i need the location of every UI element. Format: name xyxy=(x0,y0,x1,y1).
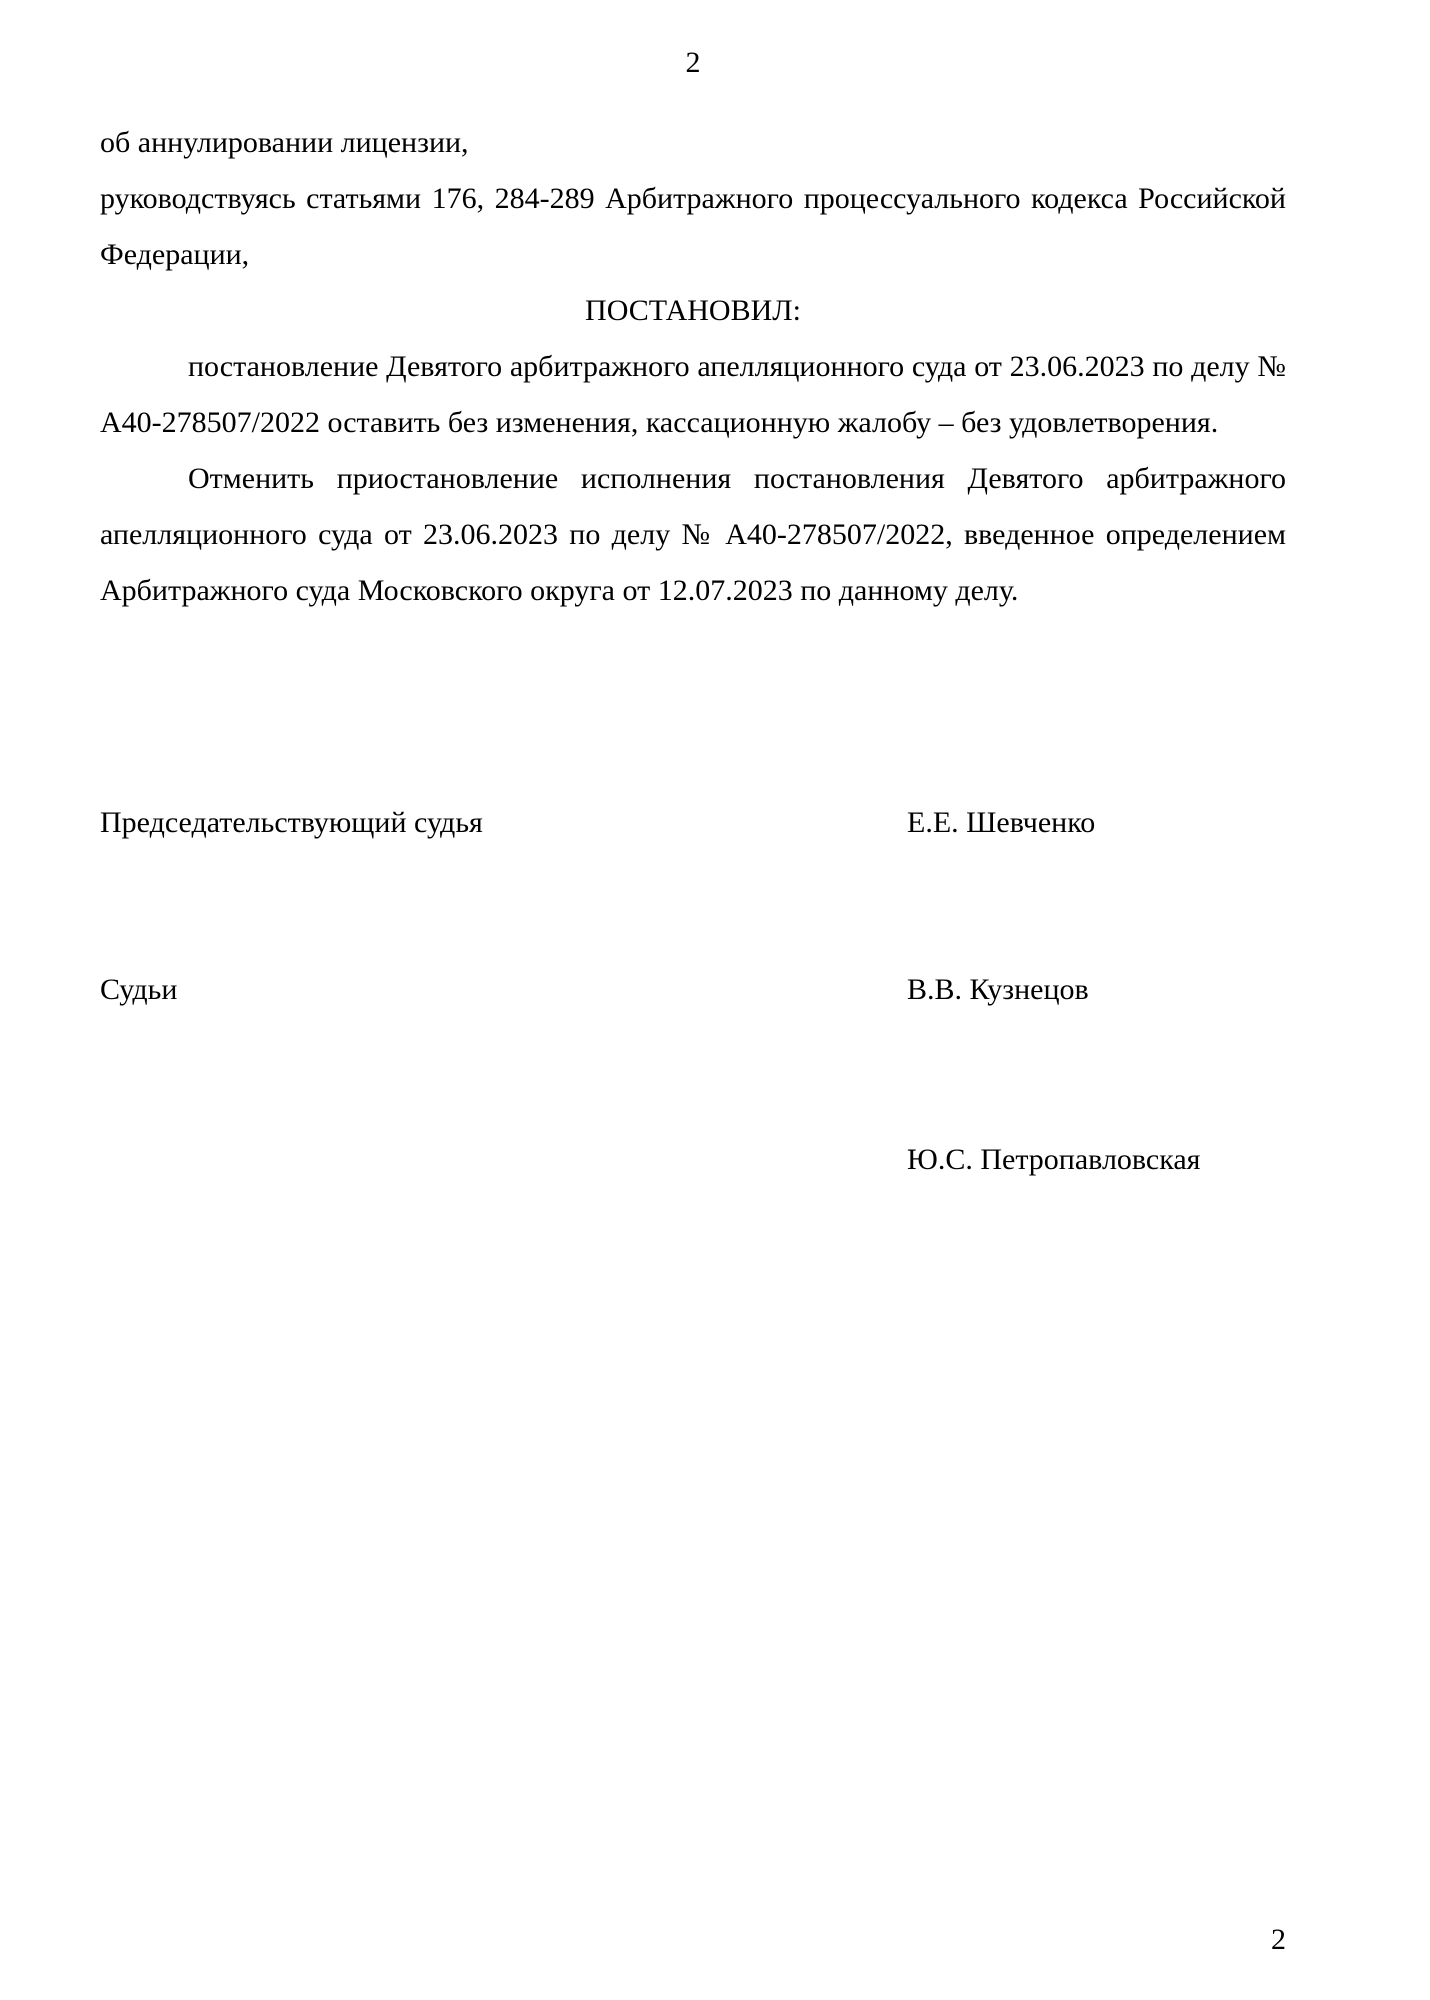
signature-name-shevchenko: Е.Е. Шевченко xyxy=(907,806,1096,839)
document-body xyxy=(100,115,1286,619)
preamble-line-guided-by: руководствуясь статьями 176, 284-289 Арбитражного процессуального кодекса Российской Федерации, xyxy=(100,182,1286,271)
signature-row-judges xyxy=(100,962,1286,1018)
signature-block xyxy=(100,795,1286,1215)
footer-page-number: 2 xyxy=(1271,1923,1286,1956)
signature-row-third-judge xyxy=(100,1132,1286,1188)
resolution-paragraph-cancel-suspension: Отменить приостановление исполнения постановления Девятого арбитражного апелляционного суда от 23.06.2023 по делу № А40-278507/2022, введенное определением Арбитражного суда Московского округа от 12.07.2023 по данному делу. xyxy=(100,462,1286,607)
signature-row-presiding-judge xyxy=(100,795,1286,851)
signature-name-petropavlovskaya: Ю.С. Петропавловская xyxy=(907,1143,1201,1176)
resolution-paragraph-uphold: постановление Девятого арбитражного апелляционного суда от 23.06.2023 по делу № А40-278507/2022 оставить без изменения, кассационную жалобу – без удовлетворения. xyxy=(100,350,1286,439)
header-page-number: 2 xyxy=(685,46,701,79)
signature-name-kuznetsov: В.В. Кузнецов xyxy=(907,973,1089,1006)
signature-role-judges: Судьи xyxy=(100,973,178,1006)
resolution-heading: ПОСТАНОВИЛ: xyxy=(585,294,801,327)
preamble-line-license: об аннулировании лицензии, xyxy=(100,126,469,159)
signature-role-presiding-judge: Председательствующий судья xyxy=(100,806,483,839)
